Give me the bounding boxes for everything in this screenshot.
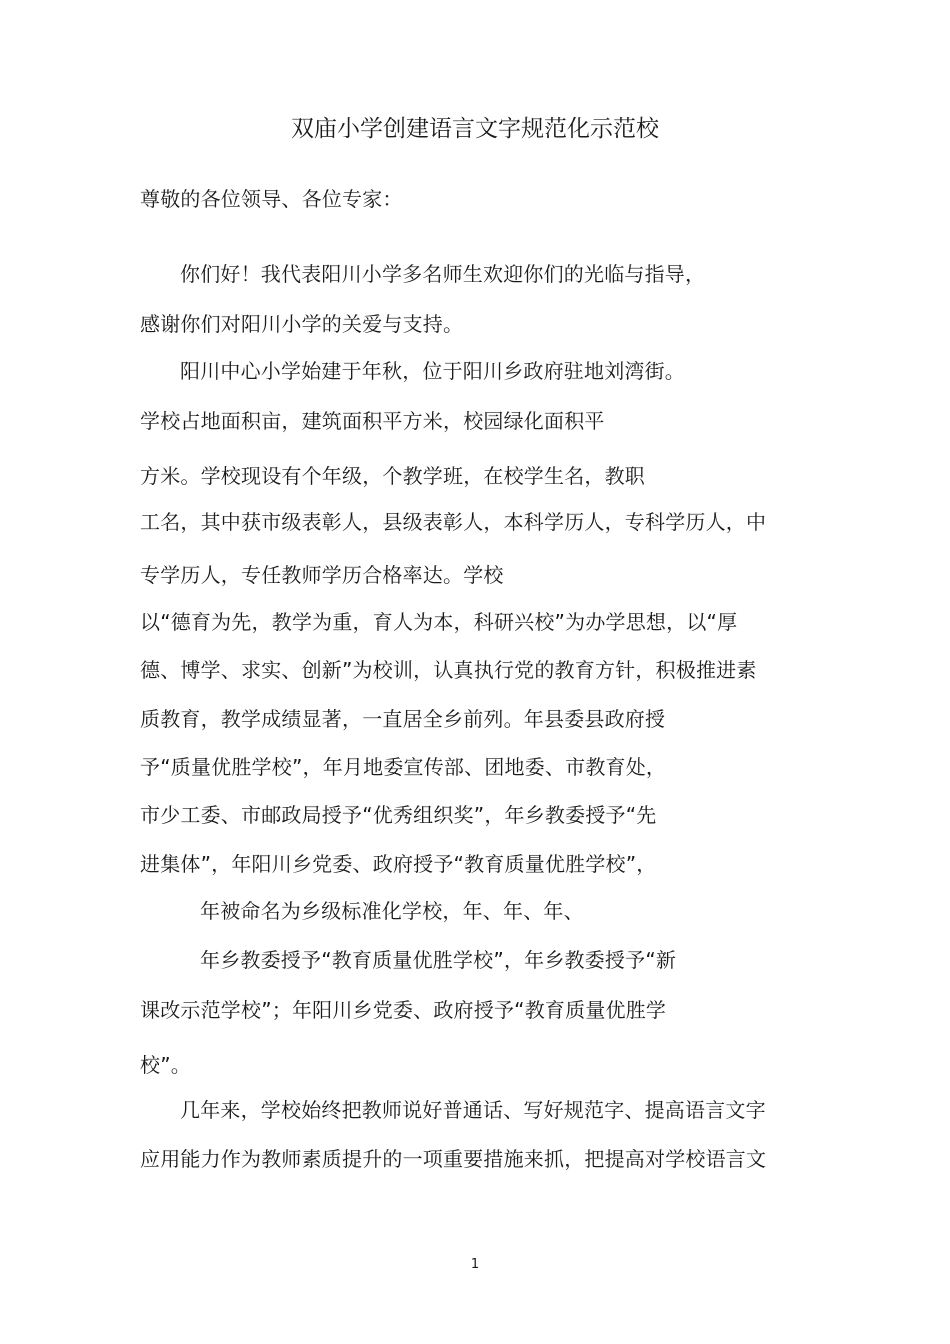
body-line: 你们好！我代表阳川小学多名师生欢迎你们的光临与指导， [180,262,706,286]
greeting-line: 尊敬的各位领导、各位专家： [140,187,403,211]
body-line: 感谢你们对阳川小学的关爱与支持。 [140,312,464,336]
body-line: 以“德育为先，教学为重，育人为本，科研兴校”为办学思想，以“厚 [140,610,738,634]
body-line: 校”。 [140,1053,191,1077]
page-number: 1 [470,1257,480,1272]
body-line: 市少工委、市邮政局授予“优秀组织奖”，年乡教委授予“先 [140,803,657,827]
body-line: 几年来，学校始终把教师说好普通话、写好规范字、提高语言文字 [180,1098,766,1122]
body-line: 课改示范学校”；年阳川乡党委、政府授予“教育质量优胜学 [140,998,667,1022]
body-line: 德、博学、求实、创新”为校训，认真执行党的教育方针，积极推进素 [140,658,757,682]
body-line: 方米。学校现设有个年级，个教学班，在校学生名，教职 [140,464,645,488]
body-line: 质教育，教学成绩显著，一直居全乡前列。年县委县政府授 [140,707,666,731]
body-line: 工名，其中获市级表彰人，县级表彰人，本科学历人，专科学历人，中 [140,510,767,534]
body-line: 学校占地面积亩，建筑面积平方米，校园绿化面积平 [140,409,605,433]
body-line: 阳川中心小学始建于年秋，位于阳川乡政府驻地刘湾街。 [180,359,685,383]
body-line: 专学历人，专任教师学历合格率达。学校 [140,563,504,587]
body-line: 年乡教委授予“教育质量优胜学校”，年乡教委授予“新 [200,948,677,972]
body-line: 年被命名为乡级标准化学校，年、年、年、 [200,899,584,923]
body-line: 进集体”，年阳川乡党委、政府授予“教育质量优胜学校”， [140,852,657,876]
document-title: 双庙小学创建语言文字规范化示范校 [291,116,659,142]
body-line: 应用能力作为教师素质提升的一项重要措施来抓，把提高对学校语言文 [140,1147,767,1171]
body-line: 予“质量优胜学校”，年月地委宣传部、团地委、市教育处， [140,755,667,779]
